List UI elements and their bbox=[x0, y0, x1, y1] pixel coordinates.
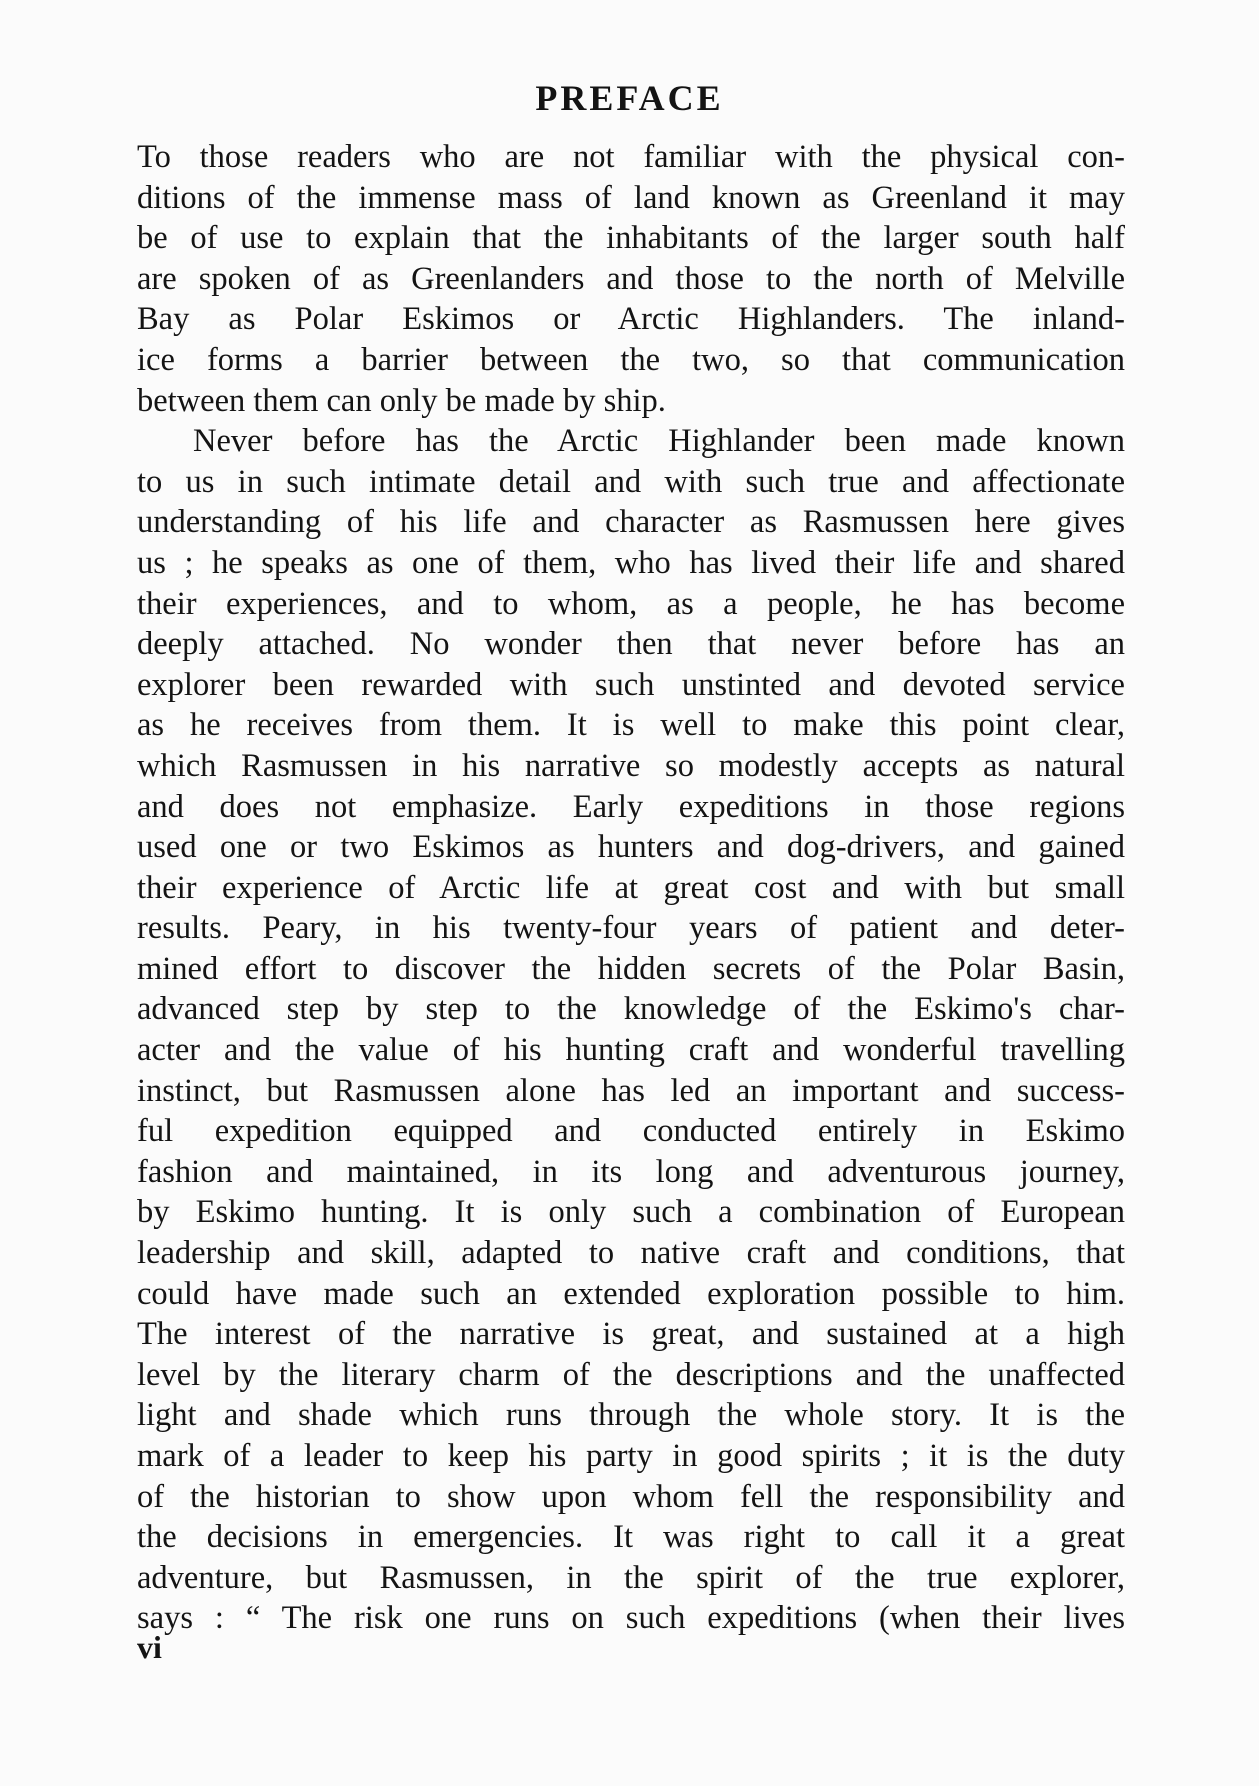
text-line: used one or two Eskimos as hunters and dog-drivers, and gained bbox=[137, 829, 1125, 866]
text-line: their experiences, and to whom, as a people, he has become bbox=[137, 585, 1125, 622]
text-line: deeply attached. No wonder then that never before has an bbox=[137, 626, 1125, 663]
text-line: instinct, but Rasmussen alone has led an important and success- bbox=[137, 1072, 1125, 1109]
text-line: between them can only be made by ship. bbox=[137, 382, 666, 419]
text-line: level by the literary charm of the descriptions and the unaffected bbox=[137, 1356, 1125, 1393]
text-line: be of use to explain that the inhabitants of the larger south half bbox=[137, 220, 1125, 257]
text-line: mark of a leader to keep his party in good spirits ; it is the duty bbox=[137, 1438, 1125, 1474]
text-line: The interest of the narrative is great, and sustained at a high bbox=[137, 1316, 1125, 1353]
text-line: To those readers who are not familiar with the physical con- bbox=[137, 139, 1125, 175]
text-line: us ; he speaks as one of them, who has lived their life and shared bbox=[137, 544, 1125, 581]
text-line: are spoken of as Greenlanders and those to the north of Melville bbox=[137, 260, 1125, 297]
text-line: understanding of his life and character as Rasmussen here gives bbox=[137, 504, 1125, 541]
text-line: to us in such intimate detail and with such true and affectionate bbox=[137, 463, 1125, 500]
text-line: ice forms a barrier between the two, so that communication bbox=[137, 341, 1125, 378]
text-line: Bay as Polar Eskimos or Arctic Highlanders. The inland- bbox=[137, 301, 1125, 338]
text-line: says : “ The risk one runs on such expeditions (when their lives bbox=[137, 1600, 1125, 1637]
text-line: and does not emphasize. Early expeditions in those regions bbox=[137, 788, 1125, 825]
text-line: explorer been rewarded with such unstinted and devoted service bbox=[137, 666, 1125, 703]
text-line: mined effort to discover the hidden secrets of the Polar Basin, bbox=[137, 950, 1125, 987]
text-line: which Rasmussen in his narrative so modestly accepts as natural bbox=[137, 747, 1125, 784]
text-line: light and shade which runs through the whole story. It is the bbox=[137, 1397, 1125, 1434]
text-line: by Eskimo hunting. It is only such a combination of European bbox=[137, 1194, 1125, 1231]
text-line: results. Peary, in his twenty-four years of patient and deter- bbox=[137, 910, 1125, 947]
text-line: fashion and maintained, in its long and adventurous journey, bbox=[137, 1153, 1125, 1190]
text-line: leadership and skill, adapted to native craft and conditions, that bbox=[137, 1235, 1125, 1272]
text-line: adventure, but Rasmussen, in the spirit of the true explorer, bbox=[137, 1559, 1125, 1596]
text-line: acter and the value of his hunting craft and wonderful travelling bbox=[137, 1032, 1125, 1069]
text-line: as he receives from them. It is well to make this point clear, bbox=[137, 707, 1125, 744]
text-line: their experience of Arctic life at great cost and with but small bbox=[137, 869, 1125, 906]
page-title: PREFACE bbox=[535, 78, 724, 118]
text-line: ditions of the immense mass of land known as Greenland it may bbox=[137, 179, 1125, 216]
text-line: the decisions in emergencies. It was right to call it a great bbox=[137, 1519, 1125, 1556]
text-line: could have made such an extended exploration possible to him. bbox=[137, 1275, 1125, 1312]
text-line: advanced step by step to the knowledge of the Eskimo's char- bbox=[137, 991, 1125, 1028]
text-line: Never before has the Arctic Highlander been made known bbox=[193, 423, 1125, 460]
page-number: vi bbox=[137, 1629, 162, 1665]
text-line: ful expedition equipped and conducted entirely in Eskimo bbox=[137, 1113, 1125, 1150]
text-line: of the historian to show upon whom fell the responsibility and bbox=[137, 1478, 1125, 1515]
preface-body bbox=[137, 137, 1125, 1639]
